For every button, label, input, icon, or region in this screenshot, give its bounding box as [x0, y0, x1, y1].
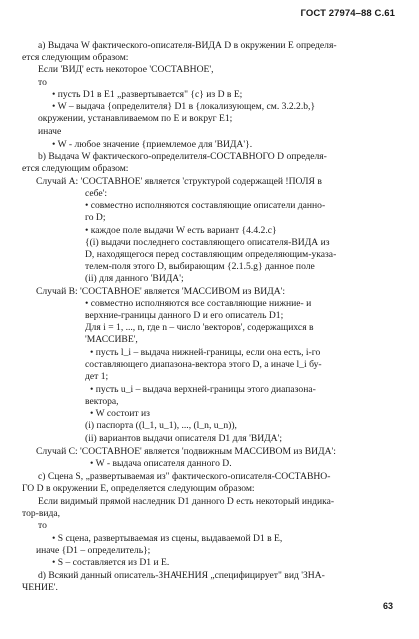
text-line: (i) паспорта ((l_1, u_1), ..., (l_n, u_n)), — [85, 420, 237, 431]
text-line: • пусть l_i – выдача нижней-границы, если она есть, i-го — [90, 347, 321, 358]
text-line: Случай B: 'СОСТАВНОЕ' является 'МАССИВОМ из ВИДА': — [36, 286, 286, 297]
text-line: Для i = 1, ..., n, где n – число 'векторов', содержащихся в — [85, 322, 314, 333]
text-line: • W - выдача описателя данного D. — [90, 458, 232, 469]
text-line: d) Всякий данный описатель-ЗНАЧЕНИЯ „специфицирует" вид 'ЗНА- — [38, 570, 325, 581]
text-line: (ii) для данного 'ВИДА'; — [85, 273, 184, 284]
text-line: • совместно исполняются составляющие описатели данно- — [85, 200, 326, 211]
text-line: D, находящегося перед составляющим определяющим-указа- — [85, 249, 337, 260]
text-line: го D; — [85, 212, 106, 223]
text-line: иначе {D1 – определитель}; — [36, 545, 151, 556]
text-line: вектора, — [85, 396, 119, 407]
text-line: • каждое поле выдачи W есть вариант {4.4.2.c} — [85, 225, 277, 236]
text-line: • W состоит из — [90, 408, 150, 419]
text-line: ется следующим образом: — [22, 163, 129, 174]
text-line: тор-вида, — [22, 508, 61, 519]
text-line: Если видимый прямой наследник D1 данного D есть некоторый индика- — [38, 496, 335, 507]
text-line: ГО D в окружении E, определяется следующим образом: — [22, 483, 255, 494]
text-line: ЧЕНИЕ'. — [22, 582, 58, 593]
text-line: (ii) вариантов выдачи описателя D1 для 'ВИДА'; — [85, 433, 283, 444]
text-line: Если 'ВИД' есть некоторое 'СОСТАВНОЕ', — [38, 64, 214, 75]
text-line: то — [38, 520, 47, 531]
text-line: • пусть D1 в E1 „развертывается" {c} из D в E; — [52, 89, 243, 100]
text-line: иначе — [38, 126, 62, 137]
text-line: Случай C: 'СОСТАВНОЕ' является 'подвижным МАССИВОМ из ВИДА': — [36, 446, 336, 457]
text-line: • совместно исполняются все составляющие нижние- и — [85, 298, 312, 309]
text-line: то — [38, 77, 47, 88]
text-line: • S – составляется из D1 и E. — [52, 557, 170, 568]
text-line: дет 1; — [85, 371, 109, 382]
text-line: Случай A: 'СОСТАВНОЕ' является 'структурой содержащей !ПОЛЯ в — [36, 176, 322, 187]
text-line: себе': — [85, 188, 108, 199]
text-line: ется следующим образом: — [22, 52, 129, 63]
text-line: 'МАССИВЕ', — [85, 334, 138, 345]
text-line: {(i) выдачи последнего составляющего описателя-ВИДА из — [85, 237, 330, 248]
text-line: • S сцена, развертываемая из сцены, выдаваемой D1 в E, — [52, 533, 283, 544]
text-line: окружении, устанавливаемом по E и вокруг E1; — [38, 113, 233, 124]
text-line: a) Выдача W фактического-описателя-ВИДА D в окружении Е определя- — [38, 40, 337, 51]
text-line: телем-поля этого D, выбирающим {2.1.5.g} данное поле — [85, 261, 315, 272]
text-line: составляющего диапазона-вектора этого D, а иначе l_i бу- — [85, 359, 322, 370]
page-number: 63 — [382, 601, 393, 611]
text-line: • W - любое значение {приемлемое для 'ВИДА'}. — [52, 139, 253, 150]
text-line: c) Сцена S, „развертываемая из" фактического-описателя-СОСТАВНО- — [38, 471, 331, 482]
text-line: • пусть u_i – выдача верхней-границы этого диапазона- — [90, 384, 316, 395]
text-line: верхние-границы данного D и его описатель D1; — [85, 310, 284, 321]
text-line: b) Выдача W фактического-определителя-СОСТАВНОГО D определя- — [38, 151, 327, 162]
text-line: • W – выдача {определителя} D1 в {локализующем, см. 3.2.2.b,} — [52, 101, 316, 112]
page-header: ГОСТ 27974–88 С.61 — [300, 8, 395, 19]
